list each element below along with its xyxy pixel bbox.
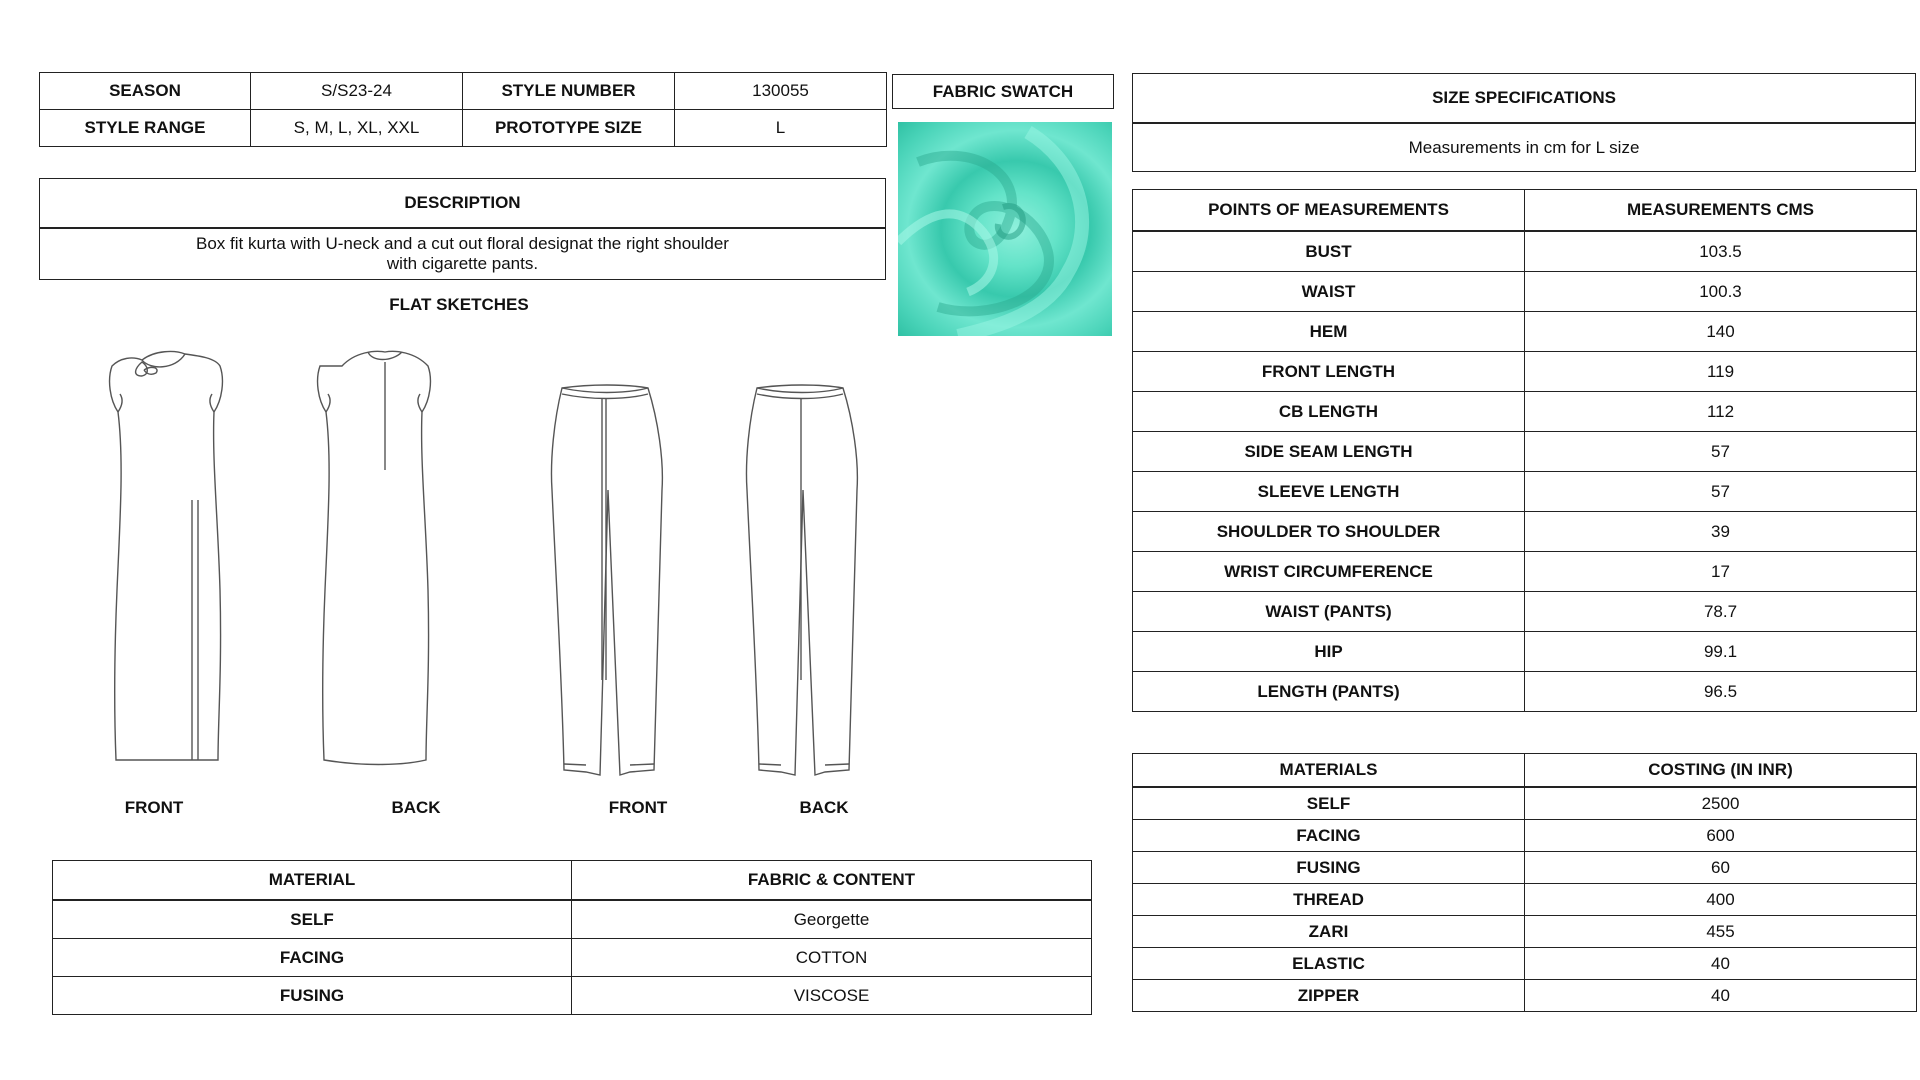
table-row (1133, 592, 1917, 632)
cost-material: THREAD (1133, 884, 1525, 916)
size-specifications-title: SIZE SPECIFICATIONS (1133, 74, 1916, 124)
description-title: DESCRIPTION (40, 179, 886, 229)
cost-material: FACING (1133, 820, 1525, 852)
material-fabric-table (52, 860, 1092, 1015)
cost-material: FUSING (1133, 852, 1525, 884)
table-row (1133, 392, 1917, 432)
measurement-point: SIDE SEAM LENGTH (1133, 432, 1525, 472)
season-value: S/S23-24 (251, 73, 463, 110)
cost-value: 60 (1525, 852, 1917, 884)
table-row (1133, 916, 1917, 948)
cost-material: SELF (1133, 787, 1525, 820)
measurement-point: SLEEVE LENGTH (1133, 472, 1525, 512)
table-row (1133, 552, 1917, 592)
table-row (1133, 512, 1917, 552)
table-row (53, 939, 1092, 977)
style-number-value: 130055 (675, 73, 887, 110)
cost-material: ZARI (1133, 916, 1525, 948)
table-row (1133, 231, 1917, 272)
style-info-table (39, 72, 887, 147)
material-name: FACING (53, 939, 572, 977)
table-row (1133, 472, 1917, 512)
table-header-row (53, 861, 1092, 901)
materials-header: MATERIALS (1133, 754, 1525, 788)
sketch-label-pants-back: BACK (799, 798, 849, 817)
measurement-value: 39 (1525, 512, 1917, 552)
fabric-content: Georgette (572, 900, 1092, 939)
fabric-content-header: FABRIC & CONTENT (572, 861, 1092, 901)
sketch-label-pants-front: FRONT (608, 798, 668, 817)
table-header-row (1133, 190, 1917, 232)
measurement-value: 96.5 (1525, 672, 1917, 712)
cost-value: 40 (1525, 948, 1917, 980)
costing-header: COSTING (IN INR) (1525, 754, 1917, 788)
table-row (1133, 672, 1917, 712)
measurement-point: SHOULDER TO SHOULDER (1133, 512, 1525, 552)
table-row (1133, 980, 1917, 1012)
table-row (1133, 787, 1917, 820)
pants-back-sketch (746, 385, 857, 775)
table-row (1133, 884, 1917, 916)
flat-sketches (80, 340, 900, 810)
cost-value: 455 (1525, 916, 1917, 948)
style-number-label: STYLE NUMBER (463, 73, 675, 110)
fabric-swatch-header (892, 74, 1114, 109)
material-name: FUSING (53, 977, 572, 1015)
cost-material: ZIPPER (1133, 980, 1525, 1012)
measurement-point: WAIST (PANTS) (1133, 592, 1525, 632)
cost-value: 2500 (1525, 787, 1917, 820)
measurement-value: 119 (1525, 352, 1917, 392)
table-row (1133, 432, 1917, 472)
measurement-value: 57 (1525, 472, 1917, 512)
measurement-point: HEM (1133, 312, 1525, 352)
measurements-table (1132, 189, 1917, 712)
table-row (1133, 312, 1917, 352)
measurement-point: LENGTH (PANTS) (1133, 672, 1525, 712)
cost-material: ELASTIC (1133, 948, 1525, 980)
table-row (53, 977, 1092, 1015)
description-table (39, 178, 886, 280)
measurement-point: CB LENGTH (1133, 392, 1525, 432)
description-text (40, 228, 886, 280)
table-row (1133, 272, 1917, 312)
sketch-label-kurta-front: FRONT (124, 798, 184, 817)
fabric-swatch-image (898, 122, 1112, 336)
prototype-size-label: PROTOTYPE SIZE (463, 110, 675, 147)
measurement-value: 103.5 (1525, 231, 1917, 272)
measurement-value: 100.3 (1525, 272, 1917, 312)
table-row (1133, 948, 1917, 980)
measurement-point: WRIST CIRCUMFERENCE (1133, 552, 1525, 592)
table-row (1133, 820, 1917, 852)
costing-table (1132, 753, 1917, 1012)
description-line-2: with cigarette pants. (386, 254, 539, 273)
measurement-value: 99.1 (1525, 632, 1917, 672)
table-header-row (1133, 754, 1917, 788)
cost-value: 400 (1525, 884, 1917, 916)
measurement-value: 17 (1525, 552, 1917, 592)
table-row (1133, 632, 1917, 672)
fabric-content: VISCOSE (572, 977, 1092, 1015)
points-of-measurement-header: POINTS OF MEASUREMENTS (1133, 190, 1525, 232)
fabric-content: COTTON (572, 939, 1092, 977)
description-line-1: Box fit kurta with U-neck and a cut out floral designat the right shoulder (196, 234, 729, 253)
material-name: SELF (53, 900, 572, 939)
size-specifications-subtitle: Measurements in cm for L size (1133, 123, 1916, 172)
cost-value: 600 (1525, 820, 1917, 852)
kurta-front-sketch (110, 352, 223, 760)
sketch-label-kurta-back: BACK (391, 798, 441, 817)
cost-value: 40 (1525, 980, 1917, 1012)
material-header: MATERIAL (53, 861, 572, 901)
flat-sketches-title: FLAT SKETCHES (389, 295, 529, 314)
measurement-value: 57 (1525, 432, 1917, 472)
style-range-value: S, M, L, XL, XXL (251, 110, 463, 147)
measurement-value: 78.7 (1525, 592, 1917, 632)
table-row (53, 900, 1092, 939)
kurta-back-sketch (318, 351, 431, 764)
measurement-point: HIP (1133, 632, 1525, 672)
pants-front-sketch (551, 385, 662, 775)
style-range-label: STYLE RANGE (40, 110, 251, 147)
table-row (1133, 852, 1917, 884)
measurement-point: FRONT LENGTH (1133, 352, 1525, 392)
season-label: SEASON (40, 73, 251, 110)
measurement-point: WAIST (1133, 272, 1525, 312)
measurement-point: BUST (1133, 231, 1525, 272)
measurements-header: MEASUREMENTS CMS (1525, 190, 1917, 232)
measurement-value: 140 (1525, 312, 1917, 352)
measurement-value: 112 (1525, 392, 1917, 432)
prototype-size-value: L (675, 110, 887, 147)
size-specifications-header (1132, 73, 1916, 172)
table-row (1133, 352, 1917, 392)
fabric-swatch-title: FABRIC SWATCH (893, 75, 1114, 109)
